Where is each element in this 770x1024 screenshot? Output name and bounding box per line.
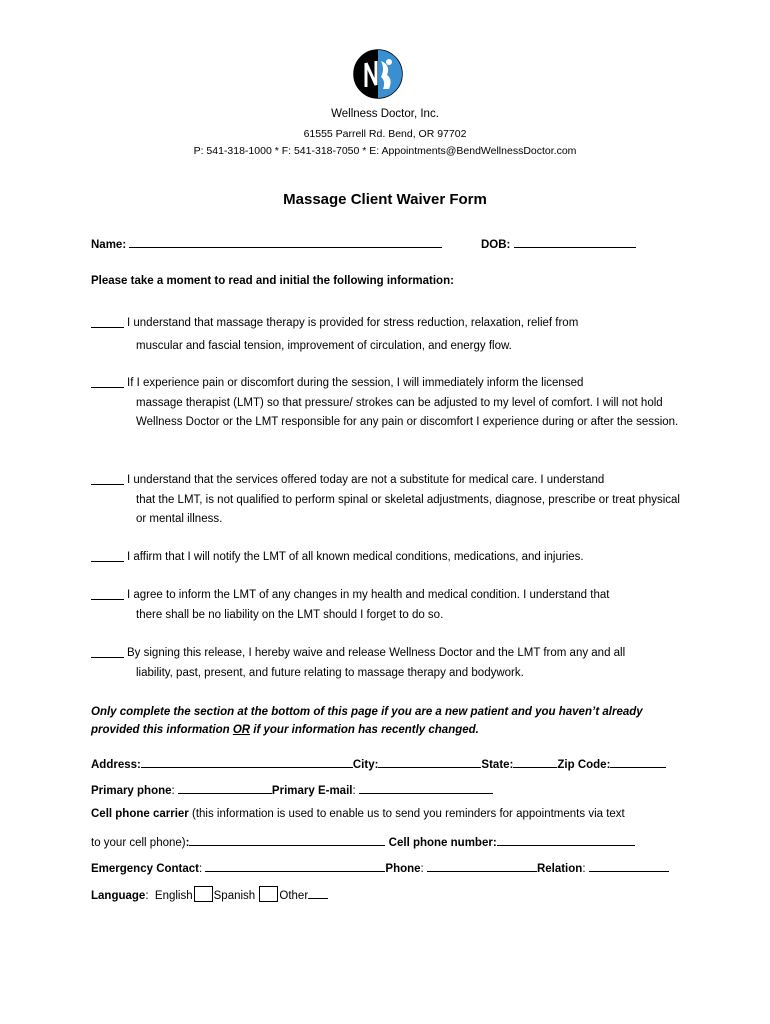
- initial-field[interactable]: [91, 645, 124, 658]
- waiver-text-cont: that the LMT, is not qualified to perform spinal or skeletal adjustments, diagnose, prescribe or treat physical or mental illness.: [136, 493, 680, 525]
- carrier-note-2: to your cell phone): [91, 837, 186, 849]
- instructions: Please take a moment to read and initial the following information:: [91, 275, 454, 287]
- dob-row: [481, 236, 636, 251]
- carrier-note: (this information is used to enable us to send you reminders for appointments via text: [188, 808, 625, 820]
- notice-line-1: Only complete the section at the bottom of this page if you are a new patient and you haven’t already: [91, 706, 643, 718]
- carrier-row-2: to your cell phone): Cell phone number:: [91, 834, 635, 849]
- waiver-item: [91, 586, 691, 625]
- address-row: [91, 756, 666, 771]
- state-label: State:: [481, 759, 514, 771]
- name-label: Name:: [91, 239, 127, 251]
- cell-number-field[interactable]: [497, 834, 635, 846]
- carrier-row: [91, 808, 625, 820]
- notice-text-b: if your information has recently changed.: [250, 724, 479, 736]
- waiver-item: [91, 314, 691, 356]
- language-label: Language: [91, 890, 146, 902]
- cell-number-label: Cell phone number:: [388, 837, 497, 849]
- primary-phone-field[interactable]: [178, 782, 272, 794]
- waiver-text: I understand that massage therapy is provided for stress reduction, relaxation, relief from: [127, 317, 579, 329]
- waiver-item: [91, 548, 691, 568]
- zip-label: Zip Code:: [557, 759, 611, 771]
- zip-field[interactable]: [610, 756, 666, 768]
- notice-or: OR: [232, 724, 251, 736]
- dob-field[interactable]: [514, 236, 636, 248]
- carrier-field[interactable]: [189, 834, 385, 846]
- city-label: City:: [352, 759, 379, 771]
- notice-line-2: [91, 721, 691, 739]
- company-address: 61555 Parrell Rd. Bend, OR 97702: [303, 128, 467, 140]
- initial-field[interactable]: [91, 375, 124, 388]
- emergency-field[interactable]: [205, 860, 385, 872]
- state-field[interactable]: [513, 756, 557, 768]
- waiver-text: If I experience pain or discomfort during the session, I will immediately inform the licensed: [127, 377, 584, 389]
- primary-email-field[interactable]: [359, 782, 493, 794]
- name-field[interactable]: [129, 236, 442, 248]
- form-title: Massage Client Waiver Form: [283, 191, 487, 208]
- address-field[interactable]: [141, 756, 353, 768]
- waiver-text-cont: there shall be no liability on the LMT should I forget to do so.: [136, 608, 444, 621]
- other-label: Other: [279, 890, 309, 902]
- initial-field[interactable]: [91, 549, 124, 562]
- spanish-checkbox[interactable]: [259, 886, 278, 902]
- other-field[interactable]: [308, 887, 328, 899]
- city-field[interactable]: [378, 756, 481, 768]
- new-patient-notice: [91, 703, 691, 739]
- relation-field[interactable]: [589, 860, 669, 872]
- primary-email-label: Primary E-mail: [271, 785, 353, 797]
- relation-label: Relation: [536, 863, 583, 875]
- notice-text-a: provided this information: [91, 724, 233, 736]
- language-row: Language: English Spanish Other: [91, 886, 328, 902]
- waiver-text: I affirm that I will notify the LMT of all known medical conditions, medications, and injuries.: [127, 551, 584, 563]
- address-label: Address:: [91, 759, 141, 771]
- waiver-item: [91, 644, 691, 683]
- english-checkbox[interactable]: [194, 886, 213, 902]
- initial-field[interactable]: [91, 315, 124, 328]
- waiver-text: I agree to inform the LMT of any changes in my health and medical condition. I understand that: [127, 589, 610, 601]
- spanish-label: Spanish: [213, 890, 256, 902]
- phone-field[interactable]: [427, 860, 537, 872]
- phone-email-row: Primary phone: Primary E-mail:: [91, 782, 493, 797]
- waiver-text: By signing this release, I hereby waive and release Wellness Doctor and the LMT from any and all: [127, 647, 626, 659]
- dob-label: DOB:: [481, 239, 511, 251]
- phone-label: Phone: [385, 863, 421, 875]
- carrier-label: Cell phone carrier: [91, 808, 189, 820]
- emergency-label: Emergency Contact: [91, 863, 200, 875]
- waiver-text-cont: massage therapist (LMT) so that pressure/ strokes can be adjusted to my level of comfort. I will not hold Wellness Doctor or the LMT responsible for any pain or discomfort I experience during or after the session.: [136, 396, 679, 428]
- company-name: Wellness Doctor, Inc.: [331, 108, 439, 120]
- waiver-text-cont: muscular and fascial tension, improvement of circulation, and energy flow.: [136, 339, 512, 352]
- name-row: [91, 236, 442, 251]
- emergency-row: Emergency Contact: Phone: Relation:: [91, 860, 669, 875]
- company-contact: P: 541-318-1000 * F: 541-318-7050 * E: Appointments@BendWellnessDoctor.com: [193, 145, 577, 157]
- waiver-text-cont: liability, past, present, and future relating to massage therapy and bodywork.: [136, 666, 524, 679]
- waiver-text: I understand that the services offered today are not a substitute for medical care. I understand: [127, 474, 605, 486]
- wellness-doctor-logo-icon: [353, 49, 403, 99]
- initial-field[interactable]: [91, 472, 124, 485]
- english-label: English: [154, 890, 193, 902]
- primary-phone-label: Primary phone: [91, 785, 172, 797]
- waiver-item: [91, 471, 691, 530]
- waiver-item: [91, 374, 691, 433]
- initial-field[interactable]: [91, 587, 124, 600]
